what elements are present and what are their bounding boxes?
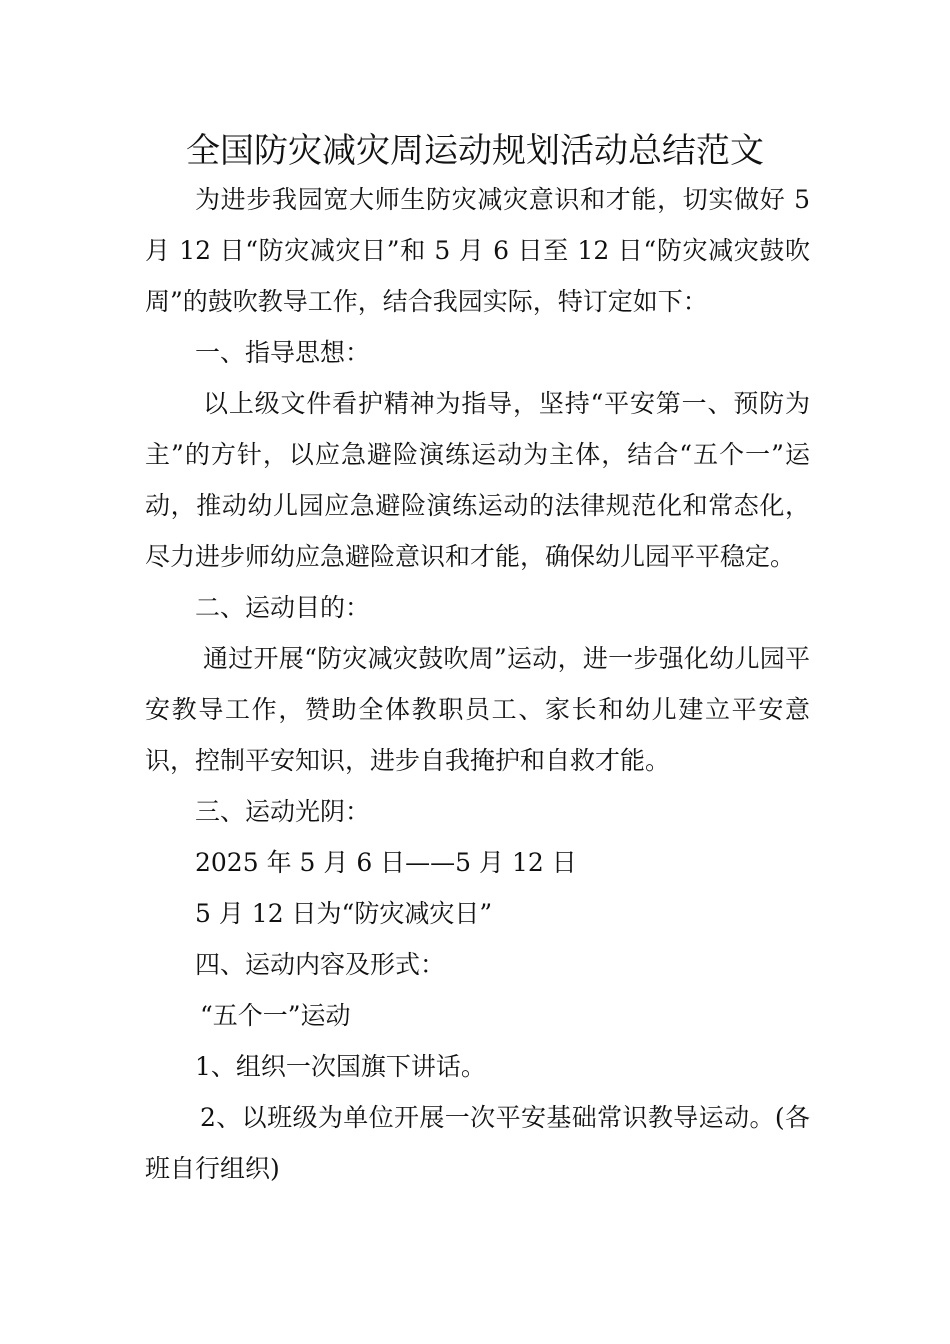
purpose-paragraph: 通过开展“防灾减灾鼓吹周”运动，进一步强化幼儿园平安教导工作，赞助全体教职员工、家长和幼儿建立平安意识，控制平安知识，进步自我掩护和自救才能。	[145, 644, 810, 775]
section-heading-time: 三、运动光阴：	[195, 797, 371, 826]
time-range-line: 2025 年 5 月 6 日——5 月 12 日	[195, 848, 577, 877]
list-item-1: 1、组织一次国旗下讲话。	[195, 1052, 486, 1081]
disaster-day-line: 5 月 12 日为“防灾减灾日”	[195, 899, 493, 928]
section-heading-guiding-ideology: 一、指导思想：	[195, 338, 371, 367]
intro-paragraph: 为进步我园宽大师生防灾减灾意识和才能，切实做好 5 月 12 日“防灾减灾日”和 5 月 6 日至 12 日“防灾减灾鼓吹周”的鼓吹教导工作，结合我园实际，特订定如下：	[145, 185, 810, 316]
section-heading-content: 四、运动内容及形式：	[195, 950, 446, 979]
guiding-ideology-paragraph: 以上级文件看护精神为指导，坚持“平安第一、预防为主”的方针，以应急避险演练运动为主体，结合“五个一”运动，推动幼儿园应急避险演练运动的法律规范化和常态化，尽力进步师幼应急避险意识和才能，确保幼儿园平平稳定。	[145, 389, 810, 571]
five-ones-line: “五个一”运动	[200, 1001, 351, 1030]
document-title: 全国防灾减灾周运动规划活动总结范文	[186, 131, 764, 171]
section-heading-purpose: 二、运动目的：	[195, 593, 371, 622]
list-item-2: 2、以班级为单位开展一次平安基础常识教导运动。(各班自行组织)	[145, 1103, 810, 1183]
document-body	[145, 174, 810, 1194]
